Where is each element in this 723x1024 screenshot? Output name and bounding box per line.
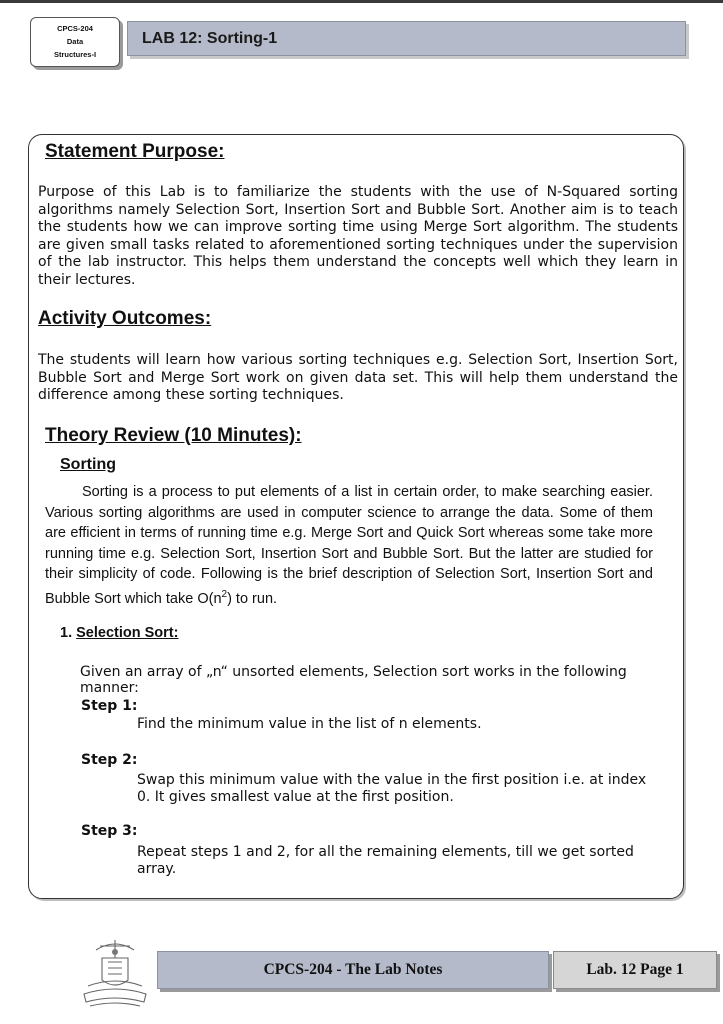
purpose-text: Purpose of this Lab is to familiarize the students with the use of N-Squared sorting algorithms namely Selection Sort, Insertion Sort and Bubble Sort. Another aim is to teach the students how we can improve sorting time using Merge Sort algorithm. The students are given small tasks related to aforementioned sorting techniques under the supervision of the lab instructor. This helps them understand the concepts well which they learn in their lectures.: [38, 184, 678, 288]
footer-notes-bar: [157, 951, 549, 989]
sorting-subheading: Sorting: [60, 456, 116, 473]
sorting-text-superscript: 2: [221, 588, 228, 600]
footer-page-box: [553, 951, 717, 989]
step-2-label: Step 2:: [81, 752, 138, 768]
course-name-line1: Data: [66, 37, 84, 46]
footer-page-label: Lab. 12 Page 1: [586, 961, 684, 978]
selection-sort-intro: Given an array of „n“ unsorted elements, Selection sort works in the following manner:: [80, 664, 627, 696]
course-code-box: [30, 17, 120, 67]
selection-sort-title: Selection Sort:: [76, 625, 179, 641]
step-3-label: Step 3:: [81, 823, 138, 839]
step-3-text: Repeat steps 1 and 2, for all the remaining elements, till we get sorted array.: [137, 844, 634, 877]
theory-heading: Theory Review (10 Minutes):: [45, 425, 302, 446]
sorting-text-end: ) to run.: [227, 590, 278, 607]
university-emblem-icon: [78, 936, 152, 1014]
sorting-text: [45, 482, 653, 609]
step-2-text: Swap this minimum value with the value in the first position i.e. at index 0. It gives smallest value at the first position.: [137, 772, 647, 805]
outcomes-text: The students will learn how various sorting techniques e.g. Selection Sort, Insertion Sort, Bubble Sort and Merge Sort work on given data set. This will help them understand the difference among these sorting techniques.: [38, 352, 678, 403]
selection-sort-number: 1.: [60, 625, 73, 641]
footer-notes-title: CPCS-204 - The Lab Notes: [263, 961, 443, 978]
step-1-label: Step 1:: [81, 698, 138, 714]
lab-title-bar: [127, 21, 686, 56]
purpose-heading: Statement Purpose:: [45, 141, 225, 162]
step-1-text: Find the minimum value in the list of n elements.: [137, 716, 482, 732]
selection-sort-heading: [60, 625, 178, 641]
outcomes-heading: Activity Outcomes:: [38, 308, 212, 329]
sorting-text-main: Sorting is a process to put elements of a list in certain order, to make searching easier. Various sorting algorithms are used in computer science to arrange the data. Some of them are efficient in terms of running time e.g. Merge Sort and Quick Sort whereas some take more running time e.g. Selection Sort, Insertion Sort and Bubble Sort. But the latter are studied for their simplicity of code. Following is the brief description of Selection Sort, Insertion Sort and Bubble Sort which take O(n: [45, 484, 653, 607]
top-rule: [0, 0, 723, 3]
lab-title: LAB 12: Sorting-1: [142, 30, 278, 47]
course-name-line2: Structures-I: [53, 50, 97, 59]
course-code: CPCS-204: [57, 24, 93, 33]
